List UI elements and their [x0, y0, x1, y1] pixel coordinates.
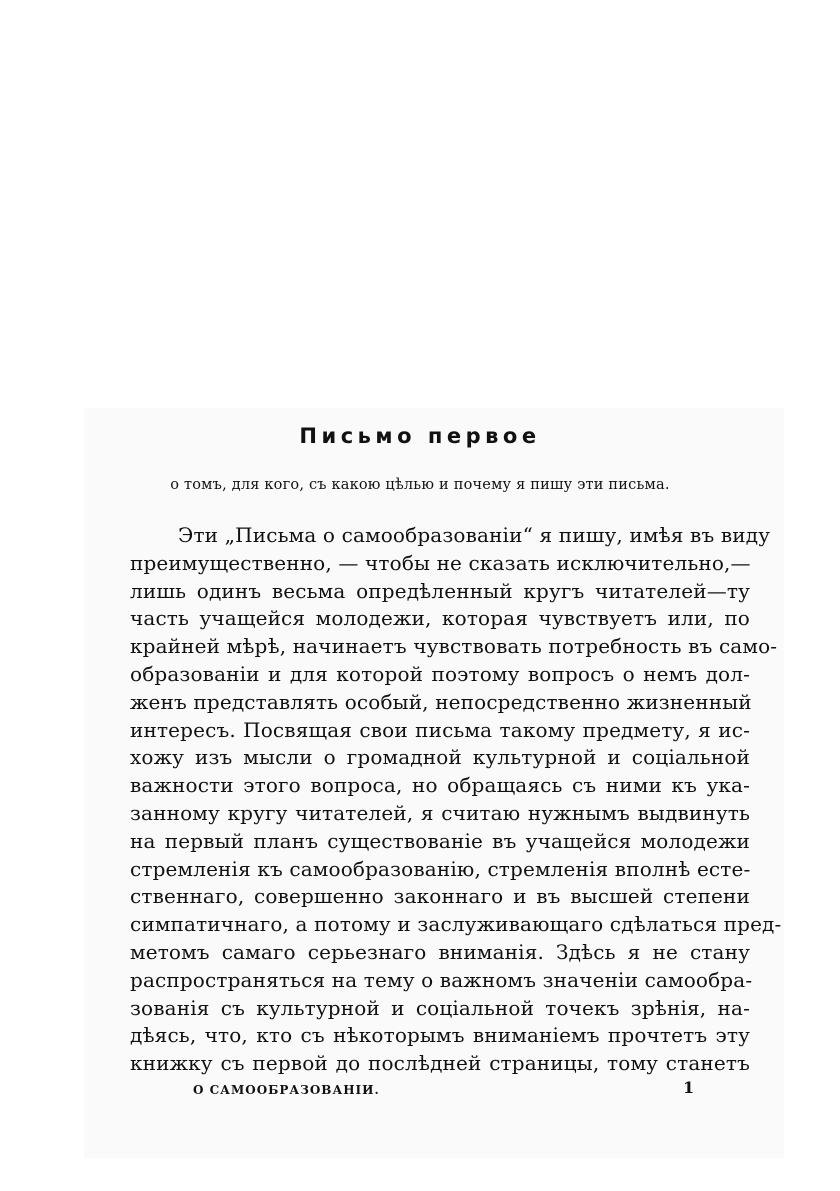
text-line: лишь одинъ весьма опредѣленный кругъ читателей—ту	[130, 578, 750, 603]
text-line: стремленія къ самообразованію, стремленія вполнѣ есте-	[130, 856, 751, 881]
running-footer-title: О САМООБРАЗОВАНІИ.	[193, 1083, 380, 1097]
text-line: Эти „Письма о самообразованіи“ я пишу, имѣя въ виду	[178, 523, 771, 547]
text-line: распространяться на тему о важномъ значеніи самообра-	[130, 967, 753, 992]
text-line: на первый планъ существованіе въ учащейся молодежи	[130, 828, 750, 853]
letter-subheading: о томъ, для кого, съ какою цѣлью и почему я пишу эти письма.	[170, 477, 670, 493]
text-line: хожу изъ мысли о громадной культурной и соціальной	[130, 745, 750, 770]
text-line: зованія съ культурной и соціальной точекъ зрѣнія, на-	[130, 995, 750, 1020]
text-line: женъ представлять особый, непосредственно жизненный	[130, 689, 752, 714]
text-line: занному кругу читателей, я считаю нужнымъ выдвинуть	[130, 800, 750, 825]
text-line: преимущественно, — чтобы не сказать исключительно,—	[130, 550, 751, 575]
text-line: часть учащейся молодежи, которая чувствуетъ или, по	[130, 606, 750, 631]
letter-heading: Письмо первое	[299, 424, 541, 448]
text-line: книжку съ первой до послѣдней страницы, тому станетъ	[130, 1051, 750, 1076]
text-line: метомъ самаго серьезнаго вниманія. Здѣсь я не стану	[130, 939, 750, 964]
text-line: важности этого вопроса, но обращаясь съ ними къ ука-	[130, 773, 750, 798]
text-line: интересъ. Посвящая свои письма такому предмету, я ис-	[130, 717, 750, 742]
body-paragraph	[130, 522, 782, 1078]
text-line: крайней мѣрѣ, начинаетъ чувствовать потребность въ само-	[130, 634, 778, 659]
text-line: дѣясь, что, кто съ нѣкоторымъ вниманіемъ прочтетъ эту	[130, 1023, 750, 1048]
text-line: ственнаго, совершенно законнаго и въ высшей степени	[130, 884, 750, 909]
text-line: симпатичнаго, а потому и заслуживающаго сдѣлаться пред-	[130, 912, 782, 937]
text-line: образованіи и для которой поэтому вопросъ о немъ дол-	[130, 661, 750, 686]
page-number: 1	[683, 1078, 695, 1097]
